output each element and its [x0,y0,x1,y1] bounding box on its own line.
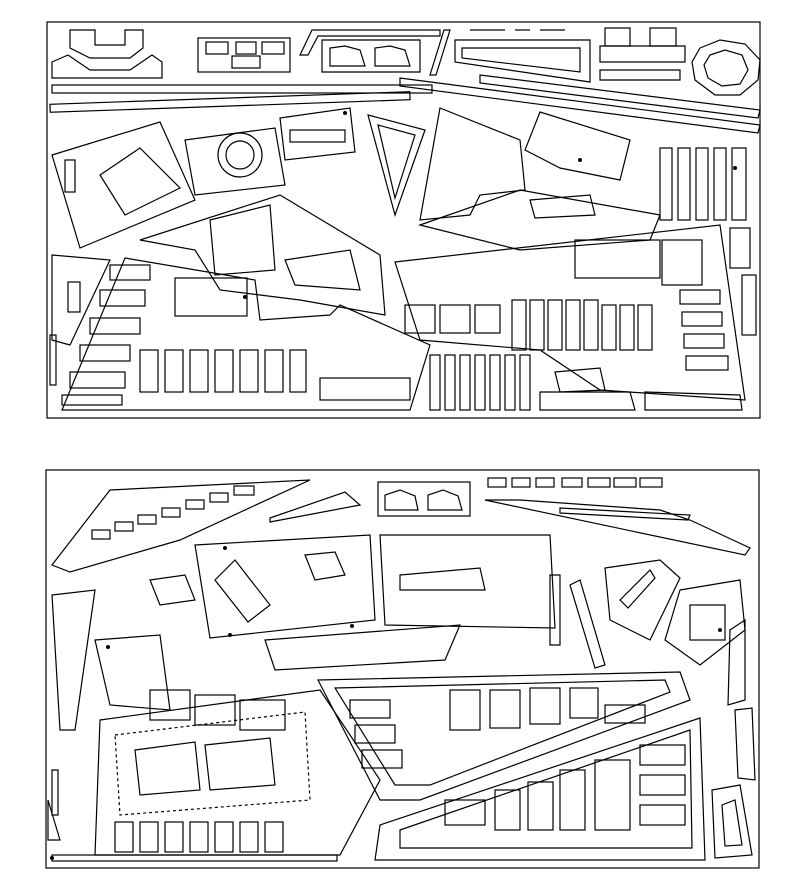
registration-dot-icon [50,856,54,860]
district-inner [210,205,275,275]
building-row [680,290,728,370]
piece-bump [650,28,676,46]
piece-octagon [692,40,760,95]
registration-dot-icon [228,633,232,637]
district-inner [400,568,485,590]
piece-octagon-inner [704,50,748,86]
district-inner [215,560,270,622]
building-row [140,350,410,400]
road-strip [52,770,58,815]
building-row [405,300,652,350]
edge-piece [728,620,745,705]
roundabout-inner [226,141,254,169]
registration-dot-icon [223,546,227,550]
wedge-piece [540,392,635,410]
district-inner [305,552,345,580]
district-inner [285,250,360,290]
edge-piece [735,708,755,780]
road-strip [270,492,360,522]
district-inner [575,240,660,278]
district-inner [175,278,247,316]
wedge-piece [318,672,690,800]
district-inner [68,282,80,312]
piece-strip [300,30,440,55]
piece-slant [430,30,450,75]
district-inner [100,148,180,215]
sheet-top-border [47,22,760,418]
wedge-inner [378,125,415,198]
building-row [445,745,685,830]
ladder-piece [50,335,56,385]
box-row [92,486,254,539]
sheet-bottom [46,470,759,868]
registration-dot-icon [106,645,110,649]
piece-twin-block-inner [385,490,462,510]
roundabout [218,133,262,177]
edge-piece [730,228,750,268]
sheet-bottom-border [46,470,759,868]
piece-comb [600,46,685,80]
district-piece [150,575,195,605]
district-inner [135,742,200,795]
edge-piece [712,785,752,858]
edge-piece-inner [722,800,742,846]
district-inner [530,195,595,218]
piece-block-inner [206,42,228,54]
district-piece [380,535,555,628]
registration-dot-icon [343,111,347,115]
road-strip [52,480,310,572]
registration-dot-icon [578,158,582,162]
road-strip [485,500,750,555]
piece-long-frame [455,40,590,82]
district-piece [52,255,110,345]
piece-block-inner [262,42,284,54]
road-strip [52,855,337,861]
piece-frame-inner [462,48,580,72]
district-piece [280,108,355,160]
district-inner [65,160,75,192]
piece-block-inner [236,42,256,54]
wedge-piece [375,718,705,860]
piece-block [198,38,290,72]
district-piece [185,128,285,195]
road-strip [560,508,690,520]
piece-u-shape [70,30,143,58]
road-strip [480,75,760,118]
bar-set [660,148,746,220]
piece-twin-block [322,40,420,72]
district-piece [525,112,630,180]
district-inner [620,570,655,608]
road-strip [550,575,560,645]
district-piece [195,535,375,638]
building-row [350,688,645,768]
road-strip [52,590,95,730]
bar-set [430,355,530,410]
building-row [115,822,283,852]
registration-dot-icon [243,295,247,299]
registration-dot-icon [733,166,737,170]
road-strip [50,92,410,113]
box-row [488,478,662,487]
edge-piece [742,275,756,335]
sheet-top [47,22,760,418]
piece-bump [605,28,630,46]
district-piece [140,195,385,315]
district-inner [115,712,310,815]
district-inner [662,240,702,285]
district-inner [205,738,275,790]
road-strip [570,580,605,668]
registration-dot-icon [350,624,354,628]
district-piece [665,580,745,665]
district-inner [690,605,725,640]
piece-block-inner [232,56,260,68]
district-piece [420,108,525,220]
registration-dot-icon [718,628,722,632]
district-inner [290,130,345,142]
piece-twin-block [378,482,470,516]
district-piece [265,625,460,670]
road-strip [52,85,432,93]
